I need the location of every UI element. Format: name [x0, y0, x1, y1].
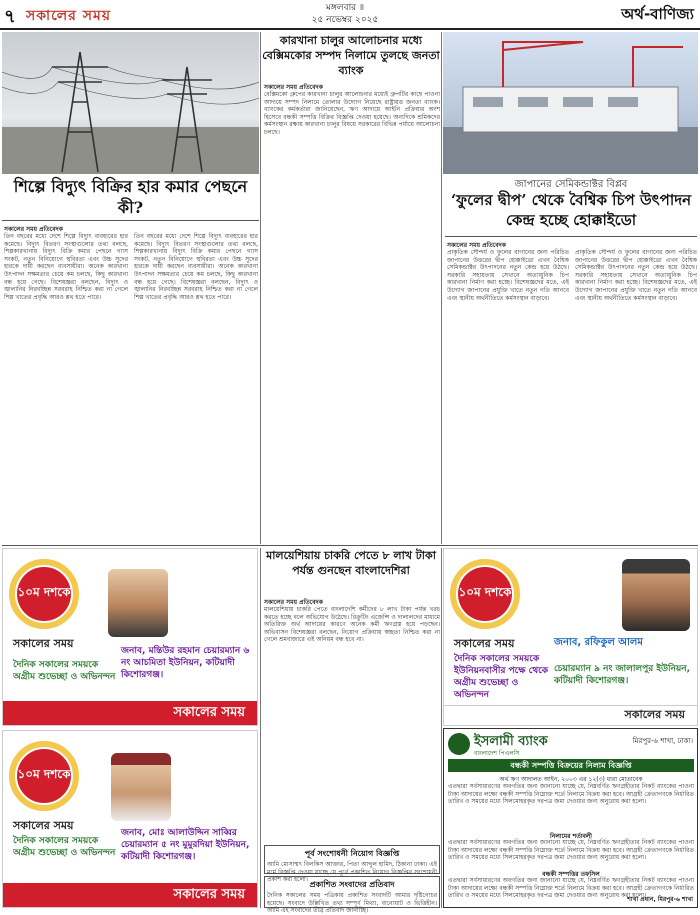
chip-body-col1: প্রাকৃতিক সৌন্দর্য ও ফুলের বাগানের জন্য পরিচিত জাপানের উত্তরের দ্বীপ হোক্কাইডো এখন বৈশ্বিক সেমিকন্ডাক্টর উৎপাদনের নতুন কেন্দ্র হয়ে উঠছে। সরকারি সহায়তায় সেখানে অত্যাধুনিক চিপ কারখানা নির্মাণ করা হচ্ছে। বিশেষজ্ঞদের মতে, এই উদ্যোগ জাপানের প্রযুক্তি খাতে নতুন গতি আনবে এবং স্থানীয় অর্থনীতিতে কর্মসংস্থান বাড়াবে। — [447, 249, 569, 302]
bank-notice-intro: অর্থ ঋণ আদালত আইন, ২০০৩ এর ১২(৩) ধারা মোতাবেক — [499, 776, 643, 783]
chip-byline: সকালের সময় প্রতিবেদক — [447, 242, 506, 249]
bank-notice-title: বন্ধকী সম্পত্তি বিক্রয়ের নিলাম বিজ্ঞপ্তি — [448, 759, 694, 772]
column-rule — [441, 548, 442, 908]
divider — [445, 236, 697, 237]
section-title: অর্থ-বাণিজ্য — [621, 5, 694, 23]
factory-body: বেক্সিমকো গ্রুপের কারখানা চালুর আলোচনার মধ্যেই গ্রুপটির কাছে পাওনা আদায়ে সম্পদ নিলামে তোলার উদ্যোগ নিয়েছে রাষ্ট্রায়ত্ত জনতা ব্যাংক। ব্যাংকের কর্মকর্তারা জানিয়েছেন, ঋণ আদায়ে আইনি প্রক্রিয়ার অংশ হিসেবে বন্ধকী সম্পত্তি বিক্রির বিজ্ঞপ্তি দেওয়া হয়েছে। অন্যদিকে শ্রমিকদের কর্মসংস্থান রক্ষায় কারখানা চালুর বিষয়ে সরকারের বিভিন্ন পর্যায়ে আলোচনা চলছে। — [264, 91, 440, 136]
anniversary-badge: ১০ম দশকে — [17, 567, 71, 621]
bank-conditions-title: নিলামের শর্তাবলী — [550, 833, 592, 840]
ad-person: জনাব, মোঃ আলাউদ্দিন সাব্বির চেয়ারম্যান ৫ নং মুমুরদিয়া ইউনিয়ন, কটিয়াদী কিশোরগঞ্জ। — [121, 828, 250, 862]
weekday: মঙ্গলবার ॥ — [325, 3, 365, 13]
power-byline: সকালের সময় প্রতিবেদক — [4, 226, 63, 233]
rejoinder-notice — [264, 876, 440, 915]
bank-property-title: বন্ধকী সম্পত্তির তফসিল — [542, 871, 600, 878]
power-lines-photo — [2, 32, 259, 174]
date-line — [270, 2, 420, 26]
malaysia-byline: সকালের সময় প্রতিবেদক — [264, 599, 323, 606]
anniversary-badge: ১০ম দশকে — [17, 749, 71, 803]
ad-footer-brand: সকালের সময় — [3, 701, 257, 725]
power-body-col1: তিন বছরের মধ্যে দেশে শিল্পে বিদ্যুৎ ব্যবহারের হার কমেছে। বিদ্যুৎ বিতরণ সংস্থাগুলোর তথ্য বলছে, শিল্পকারখানায় বিদ্যুৎ বিক্রি কমার পেছনে গ্যাস সংকট, নতুন বিনিয়োগে স্থবিরতা এবং উচ্চ সুদের হারকে দায়ী করছেন ব্যবসায়ীরা। অনেক কারখানা উৎপাদন সক্ষমতার চেয়ে কম চলছে, কিছু কারখানা বন্ধ হয়ে গেছে। বিশেষজ্ঞরা বলছেন, বিদ্যুৎ ও জ্বালানির নিরবচ্ছিন্ন সরবরাহ নিশ্চিত করা না গেলে শিল্প খাতের প্রবৃদ্ধি আরও শ্লথ হতে পারে। — [4, 233, 128, 301]
column-rule — [260, 548, 261, 908]
power-tower-illustration — [2, 32, 259, 174]
chip-body-col2: প্রাকৃতিক সৌন্দর্য ও ফুলের বাগানের জন্য পরিচিত জাপানের উত্তরের দ্বীপ হোক্কাইডো এখন বৈশ্বিক সেমিকন্ডাক্টর উৎপাদনের নতুন কেন্দ্র হয়ে উঠছে। সরকারি সহায়তায় সেখানে অত্যাধুনিক চিপ কারখানা নির্মাণ করা হচ্ছে। বিশেষজ্ঞদের মতে, এই উদ্যোগ জাপানের প্রযুক্তি খাতে নতুন গতি আনবে এবং স্থানীয় অর্থনীতিতে কর্মসংস্থান বাড়াবে। — [575, 249, 697, 302]
bank-name: ইসলামী ব্যাংক — [474, 734, 548, 749]
factory-construction-illustration — [443, 32, 698, 174]
portrait-photo — [622, 559, 690, 631]
recruitment-notice — [264, 845, 440, 884]
malaysia-headline: মালয়েশিয়ায় চাকরি পেতে ৮ লাখ টাকা পর্যন্ত গুনছেন বাংলাদেশিরা — [266, 549, 436, 577]
page-number: ৭ — [4, 6, 16, 27]
greeting-ad-1 — [2, 548, 258, 726]
power-headline: শিল্পে বিদ্যুৎ বিক্রির হার কমার পেছনে কী? — [13, 177, 248, 217]
ad-footer-brand: সকালের সময় — [3, 883, 257, 907]
ad-greeting: দৈনিক সকালের সময়কে অগ্রীম শুভেচ্ছা ও অভিনন্দন — [13, 836, 116, 858]
ad-greeting: দৈনিক সকালের সময়কে অগ্রীম শুভেচ্ছা ও অভিনন্দন — [13, 660, 116, 682]
column-rule — [441, 32, 442, 544]
column-rule — [260, 32, 261, 544]
malaysia-body: মালয়েশিয়ায় চাকরি পেতে বাংলাদেশি কর্মীদের ৮ লাখ টাকা পর্যন্ত খরচ করতে হচ্ছে বলে অভিযোগ উঠেছে। রিক্রুটিং এজেন্সি ও দালালদের মাধ্যমে অতিরিক্ত অর্থ আদায়ের কারণে অনেক কর্মী ঋণগ্রস্ত হয়ে পড়ছেন। অভিবাসন বিশেষজ্ঞরা বলছেন, নিয়োগ প্রক্রিয়ায় স্বচ্ছতা নিশ্চিত করা না গেলে শ্রমবাজারে এই অনিয়ম বন্ধ হবে না। — [264, 606, 440, 644]
bank-conditions-body: এতদ্বারা সর্বসাধারণের অবগতির জন্য জানানো যাচ্ছে যে, নিম্নবর্ণিত ঋণগ্রহীতার নিকট ব্যাংকের পাওনা টাকা আদায়ের লক্ষ্যে বন্ধকী সম্পত্তি নিম্নোক্ত শর্তে নিলামে বিক্রয় করা হবে। আগ্রহী ক্রেতাগণকে নির্ধারিত তারিখ ও সময়ের মধ্যে সিলমোহরকৃত দরপত্র জমা দেওয়ার জন্য অনুরোধ করা হলো। — [448, 839, 694, 862]
masthead — [0, 0, 700, 30]
divider — [2, 545, 698, 546]
divider — [2, 220, 259, 221]
chip-kicker: জাপানের সেমিকন্ডাক্টর বিপ্লব — [514, 179, 628, 190]
ad-brand: সকালের সময় — [13, 819, 74, 832]
portrait-photo — [111, 753, 171, 821]
bank-branch: মিরপুর-৬ শাখা, ঢাকা। — [632, 737, 693, 745]
date: ২৫ নভেম্বর ২০২৫ — [311, 15, 379, 25]
bank-notice-body: এতদ্বারা সর্বসাধারণের অবগতির জন্য জানানো যাচ্ছে যে, নিম্নবর্ণিত ঋণগ্রহীতার নিকট ব্যাংকের পাওনা টাকা আদায়ের লক্ষ্যে বন্ধকী সম্পত্তি নিম্নোক্ত শর্তে নিলামে বিক্রয় করা হবে। আগ্রহী ক্রেতাগণকে নির্ধারিত তারিখ ও সময়ের মধ্যে সিলমোহরকৃত দরপত্র জমা দেওয়ার জন্য অনুরোধ করা হলো। — [448, 783, 694, 806]
portrait-photo — [108, 569, 168, 637]
factory-headline: কারখানা চালুর আলোচনার মধ্যে বেক্সিমকোর সম্পদ নিলামে তুলছে জনতা ব্যাংক — [262, 34, 440, 77]
factory-byline: সকালের সময় প্রতিবেদক — [264, 84, 323, 91]
rejoinder-notice-body: দৈনিক সকালের সময় পত্রিকায় প্রকাশিত সংবাদটি আমার দৃষ্টিগোচর হয়েছে। সংবাদে উল্লিখিত তথ্য সম্পূর্ণ মিথ্যা, বানোয়াট ও ভিত্তিহীন। আমি এই সংবাদের তীব্র প্রতিবাদ জানাচ্ছি। — [267, 892, 437, 915]
bank-auction-notice — [443, 728, 698, 908]
chip-factory-photo — [443, 32, 698, 174]
ad-person: জনাব, রফিকুল আলম — [554, 637, 643, 648]
power-body-col2: তিন বছরের মধ্যে দেশে শিল্পে বিদ্যুৎ ব্যবহারের হার কমেছে। বিদ্যুৎ বিতরণ সংস্থাগুলোর তথ্য বলছে, শিল্পকারখানায় বিদ্যুৎ বিক্রি কমার পেছনে গ্যাস সংকট, নতুন বিনিয়োগে স্থবিরতা এবং উচ্চ সুদের হারকে দায়ী করছেন ব্যবসায়ীরা। অনেক কারখানা উৎপাদন সক্ষমতার চেয়ে কম চলছে, কিছু কারখানা বন্ধ হয়ে গেছে। বিশেষজ্ঞরা বলছেন, বিদ্যুৎ ও জ্বালানির নিরবচ্ছিন্ন সরবরাহ নিশ্চিত করা না গেলে শিল্প খাতের প্রবৃদ্ধি আরও শ্লথ হতে পারে। — [134, 233, 258, 301]
greeting-ad-3 — [2, 730, 258, 908]
ad-brand: সকালের সময় — [454, 637, 515, 650]
chip-headline: ‘ফুলের দ্বীপ’ থেকে বৈশ্বিক চিপ উৎপাদন কেন্দ্র হচ্ছে হোক্কাইডো — [450, 191, 692, 229]
rejoinder-notice-title: প্রকাশিত সংবাদের প্রতিবাদ — [309, 880, 395, 889]
paper-logo: সকালের সময় — [26, 8, 112, 24]
bank-logo-icon — [448, 733, 470, 755]
ad-brand: সকালের সময় — [13, 637, 74, 650]
bank-subtitle: বাংলাদেশ পিএলসি — [474, 750, 520, 757]
ad-footer-brand: সকালের সময় — [444, 705, 697, 725]
recruitment-notice-body: আমি মোসাম্মৎ বিলকিস আক্তার, পিতা আব্দুল হামিদ, ঠিকানা ঢাকা। এই মর্মে বিজ্ঞপ্তি দেওয়া যাচ্ছে যে পূর্বে প্রকাশিত নিয়োগ বিজ্ঞপ্তির সংশোধনী প্রকাশ করা হলো। — [267, 861, 437, 884]
greeting-ad-2 — [443, 548, 698, 726]
bank-signature: শাখা প্রধান, মিরপুর-৬ শাখা — [627, 896, 693, 903]
ad-title: চেয়ারম্যান ৯ নং জালালপুর ইউনিয়ন, কটিয়াদী কিশোরগঞ্জ। — [554, 664, 691, 686]
anniversary-badge: ১০ম দশকে — [458, 567, 512, 621]
bank-property-body: এতদ্বারা সর্বসাধারণের অবগতির জন্য জানানো যাচ্ছে যে, নিম্নবর্ণিত ঋণগ্রহীতার নিকট ব্যাংকের পাওনা টাকা আদায়ের লক্ষ্যে বন্ধকী সম্পত্তি নিম্নোক্ত শর্তে নিলামে বিক্রয় করা হবে। আগ্রহী ক্রেতাগণকে নির্ধারিত তারিখ ও সময়ের মধ্যে সিলমোহরকৃত দরপত্র জমা দেওয়ার জন্য অনুরোধ করা হলো। — [448, 877, 694, 900]
recruitment-notice-title: পূর্ব সংশোধনী নিয়োগ বিজ্ঞপ্তি — [304, 849, 400, 858]
ad-greeting: দৈনিক সকালের সময়কে ইউনিয়নবাসীর পক্ষে থেকে অগ্রীম শুভেচ্ছা ও অভিনন্দন — [454, 654, 549, 700]
ad-person: জনাব, মন্তিউর রহমান চেয়ারম্যান ৬ নং আচমিতা ইউনিয়ন, কটিয়াদী কিশোরগঞ্জ। — [121, 646, 250, 680]
